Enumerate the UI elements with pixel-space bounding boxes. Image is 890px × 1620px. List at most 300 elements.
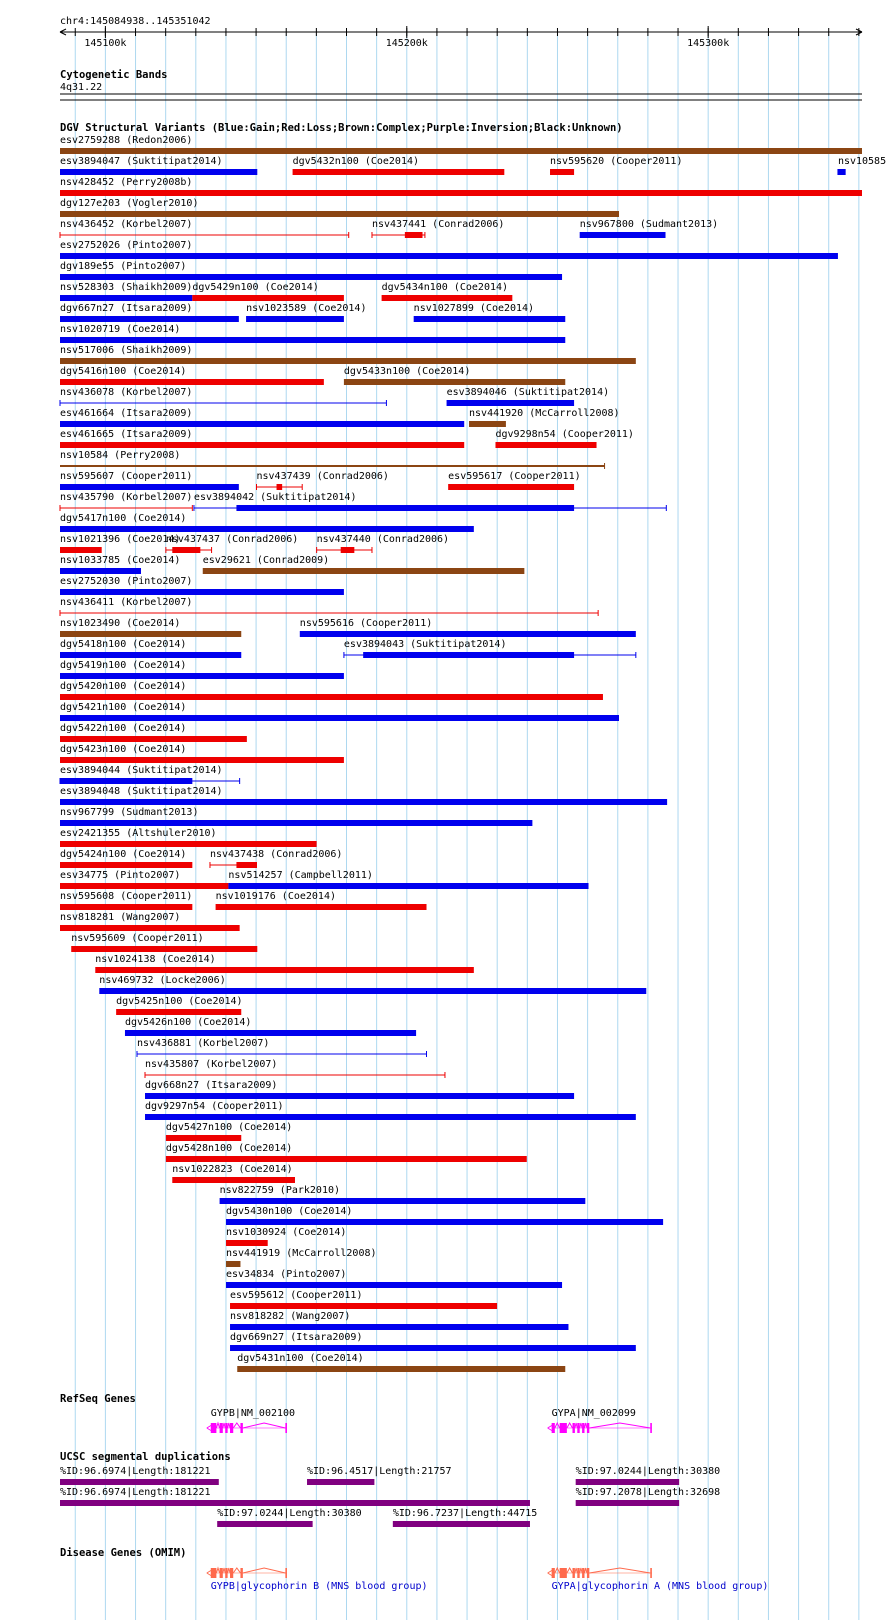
dgv-feature-bar: [99, 988, 646, 994]
dgv-row: [60, 198, 619, 217]
dgv-feature-label: esv3894047 (Suktitipat2014): [60, 156, 223, 167]
dgv-feature-label: nsv1022823 (Coe2014): [172, 1164, 293, 1175]
dgv-feature-label: nsv1023589 (Coe2014): [246, 303, 367, 314]
dgv-feature-bar: [60, 631, 241, 637]
dgv-feature-bar: [60, 358, 636, 364]
dgv-row: [166, 1122, 292, 1141]
segdup-row: [60, 1466, 720, 1485]
cytoband-title: Cytogenetic Bands: [60, 69, 168, 81]
dgv-feature-bar: [60, 883, 228, 889]
dgv-row: [60, 177, 862, 196]
dgv-feature-label: dgv667n27 (Itsara2009): [60, 303, 193, 314]
dgv-row: [60, 807, 532, 826]
dgv-feature-label: dgv5428n100 (Coe2014): [165, 1143, 293, 1154]
dgv-feature-bar: [71, 946, 257, 952]
dgv-feature-bar: [60, 589, 344, 595]
gene-label: GYPB|NM_002100: [210, 1408, 296, 1419]
dgv-row: [145, 1059, 445, 1078]
dgv-row: [60, 702, 619, 721]
dgv-feature-label: dgv5430n100 (Coe2014): [226, 1206, 353, 1217]
dgv-feature-label: esv2759288 (Redon2006): [60, 135, 193, 146]
refseq-track: [60, 1393, 652, 1433]
segdup-bar: [307, 1479, 374, 1485]
dgv-feature-label: esv2752026 (Pinto2007): [60, 240, 193, 251]
dgv-feature-label: nsv1020719 (Coe2014): [60, 324, 181, 335]
dgv-feature-bar: [60, 316, 239, 322]
dgv-feature-label: dgv5426n100 (Coe2014): [124, 1017, 252, 1028]
dgv-feature-bar: [550, 169, 574, 175]
dgv-feature-block: [172, 547, 200, 553]
dgv-feature-bar: [60, 736, 247, 742]
dgv-feature-label: nsv435807 (Korbel2007): [145, 1059, 278, 1070]
omim-title: Disease Genes (OMIM): [60, 1547, 187, 1559]
dgv-row: [60, 156, 886, 175]
dgv-feature-bar: [60, 799, 667, 805]
dgv-feature-bar: [447, 400, 575, 406]
dgv-feature-label: nsv1030924 (Coe2014): [226, 1227, 347, 1238]
dgv-feature-label: dgv5427n100 (Coe2014): [165, 1122, 293, 1133]
dgv-feature-label: esv2752030 (Pinto2007): [60, 576, 193, 587]
segdup-rows: [60, 1466, 720, 1527]
dgv-feature-bar: [60, 925, 240, 931]
dgv-feature-label: dgv189e55 (Pinto2007): [60, 261, 187, 272]
dgv-row: [60, 324, 565, 343]
dgv-feature-bar: [116, 1009, 241, 1015]
dgv-feature-label: dgv127e203 (Vogler2010): [60, 198, 199, 209]
dgv-row: [60, 219, 718, 238]
dgv-feature-bar: [237, 1366, 565, 1372]
dgv-feature-bar: [60, 904, 192, 910]
dgv-feature-bar: [448, 484, 574, 490]
dgv-feature-bar: [230, 1324, 568, 1330]
gene-exon: [582, 1568, 584, 1578]
gene-exon: [285, 1568, 287, 1578]
dgv-feature-label: nsv595607 (Cooper2011): [60, 471, 193, 482]
dgv-row: [137, 1038, 427, 1057]
dgv-feature-label: dgv669n27 (Itsara2009): [230, 1332, 363, 1343]
dgv-feature-bar: [293, 169, 505, 175]
segdup-bar: [217, 1521, 312, 1527]
dgv-feature-block: [405, 232, 423, 238]
dgv-feature-bar: [60, 295, 192, 301]
dgv-feature-label: dgv9297n54 (Cooper2011): [145, 1101, 284, 1112]
dgv-row: [60, 555, 524, 574]
segdup-row: [60, 1487, 720, 1506]
gene-exon: [582, 1423, 584, 1433]
dgv-feature-label: esv3894044 (Suktitipat2014): [60, 765, 223, 776]
dgv-feature-bar: [300, 631, 636, 637]
dgv-feature-bar: [145, 1114, 636, 1120]
dgv-feature-bar: [60, 841, 317, 847]
gene-exon: [230, 1423, 233, 1433]
dgv-row: [60, 912, 240, 931]
gene-intron: [580, 1423, 582, 1428]
dgv-feature-label: nsv469732 (Locke2006): [99, 975, 226, 986]
dgv-feature-bar: [246, 316, 344, 322]
gene-exon: [587, 1423, 589, 1433]
dgv-feature-bar: [226, 1240, 268, 1246]
gene-exon: [211, 1568, 217, 1578]
gene-intron: [233, 1568, 240, 1573]
gene-exon: [240, 1423, 242, 1433]
dgv-track: [60, 122, 886, 1372]
dgv-feature-bar: [60, 568, 141, 574]
dgv-row: [71, 933, 257, 952]
dgv-feature-label: dgv5425n100 (Coe2014): [116, 996, 243, 1007]
dgv-feature-bar: [226, 1261, 240, 1267]
dgv-feature-bar: [60, 169, 257, 175]
dgv-feature-label: nsv818282 (Wang2007): [230, 1311, 351, 1322]
dgv-feature-label: nsv528303 (Shaikh2009): [60, 282, 193, 293]
dgv-feature-bar: [192, 295, 344, 301]
segdup-label: %ID:96.7237|Length:44715: [392, 1508, 538, 1519]
gene-intron: [567, 1568, 573, 1573]
dgv-row: [226, 1206, 663, 1225]
segdup-bar: [576, 1479, 679, 1485]
dgv-feature-label: esv3894046 (Suktitipat2014): [446, 387, 610, 398]
dgv-feature-block: [236, 862, 256, 868]
dgv-feature-bar: [60, 421, 464, 427]
dgv-row: [60, 681, 603, 700]
dgv-feature-block: [341, 547, 355, 553]
dgv-row: [60, 261, 562, 280]
gene-exon: [577, 1423, 579, 1433]
dgv-feature-label: esv2421355 (Altshuler2010): [60, 828, 217, 839]
dgv-row: [60, 345, 636, 364]
dgv-row: [116, 996, 242, 1015]
dgv-row: [230, 1332, 636, 1351]
dgv-feature-label: nsv10584 (Perry2008): [60, 450, 181, 461]
dgv-feature-bar: [60, 337, 565, 343]
omim-track: [60, 1547, 768, 1592]
gene-exon: [572, 1423, 574, 1433]
segdup-track: [60, 1451, 720, 1527]
gene-exon: [560, 1568, 567, 1578]
dgv-feature-bar: [60, 757, 344, 763]
dgv-feature-label: nsv441919 (McCarroll2008): [226, 1248, 377, 1259]
dgv-feature-block: [838, 169, 845, 175]
dgv-feature-label: dgv5429n100 (Coe2014): [192, 282, 319, 293]
segdup-label: %ID:96.4517|Length:21757: [307, 1466, 452, 1477]
dgv-feature-bar: [60, 442, 464, 448]
dgv-feature-label: nsv441920 (McCarroll2008): [469, 408, 620, 419]
dgv-row: [60, 723, 247, 742]
dgv-feature-label: esv29621 (Conrad2009): [202, 555, 330, 566]
dgv-feature-bar: [60, 820, 532, 826]
dgv-feature-bar: [60, 862, 192, 868]
gene-exon: [552, 1568, 555, 1578]
dgv-feature-bar: [60, 484, 239, 490]
dgv-feature-label: nsv437440 (Conrad2006): [316, 534, 450, 545]
dgv-feature-label: nsv1027899 (Coe2014): [413, 303, 535, 314]
dgv-feature-label: dgv5417n100 (Coe2014): [60, 513, 187, 524]
dgv-feature-bar: [60, 465, 605, 467]
segdup-row: [217, 1508, 537, 1527]
dgv-feature-bar: [230, 1345, 636, 1351]
dgv-row: [60, 240, 838, 259]
dgv-row: [60, 744, 344, 763]
gene-exon: [650, 1423, 652, 1433]
gene-exon: [220, 1423, 223, 1433]
dgv-feature-label: nsv436078 (Korbel2007): [60, 387, 193, 398]
dgv-feature-label: nsv436452 (Korbel2007): [60, 219, 193, 230]
region-label: chr4:145084938..145351042: [60, 16, 211, 27]
dgv-row: [60, 492, 666, 511]
dgv-feature-label: nsv818281 (Wang2007): [60, 912, 181, 923]
gene-intron: [228, 1423, 230, 1428]
dgv-feature-label: esv595617 (Cooper2011): [448, 471, 581, 482]
dgv-feature-label: nsv10585: [837, 156, 887, 167]
segdup-bar: [393, 1521, 530, 1527]
dgv-row: [60, 828, 317, 847]
segdup-label: %ID:97.0244|Length:30380: [575, 1466, 721, 1477]
dgv-rows: [60, 135, 886, 1372]
cytoband-band: 4q31.22: [60, 82, 103, 93]
dgv-feature-bar: [172, 1177, 295, 1183]
gene-intron: [223, 1423, 225, 1428]
dgv-feature-label: nsv436881 (Korbel2007): [136, 1038, 270, 1049]
dgv-feature-bar: [95, 967, 474, 973]
dgv-feature-label: dgv668n27 (Itsara2009): [145, 1080, 278, 1091]
dgv-feature-label: esv3894048 (Suktitipat2014): [60, 786, 223, 797]
dgv-feature-label: nsv595620 (Cooper2011): [550, 156, 683, 167]
dgv-feature-bar: [60, 547, 102, 553]
dgv-feature-bar: [60, 715, 619, 721]
segdup-label: %ID:96.6974|Length:181221: [60, 1487, 211, 1498]
dgv-feature-label: esv595612 (Cooper2011): [230, 1290, 363, 1301]
dgv-feature-bar: [469, 421, 506, 427]
gene-exon: [230, 1568, 233, 1578]
dgv-feature-label: dgv5433n100 (Coe2014): [343, 366, 471, 377]
dgv-row: [60, 849, 342, 868]
gene-model: [548, 1408, 652, 1433]
dgv-row: [60, 786, 667, 805]
dgv-row: [60, 534, 449, 553]
dgv-feature-label: nsv822759 (Park2010): [219, 1185, 341, 1196]
refseq-genes: [207, 1408, 652, 1433]
dgv-row: [60, 135, 862, 154]
dgv-feature-block: [277, 484, 283, 490]
segdup-bar: [60, 1500, 530, 1506]
dgv-row: [60, 639, 636, 658]
dgv-feature-bar: [125, 1030, 416, 1036]
dgv-row: [99, 975, 646, 994]
dgv-feature-label: nsv1033785 (Coe2014): [60, 555, 181, 566]
dgv-feature-bar: [60, 148, 862, 154]
dgv-feature-label: dgv5421n100 (Coe2014): [60, 702, 187, 713]
dgv-feature-bar: [60, 211, 619, 217]
gene-model: [207, 1568, 428, 1592]
grid-lines: [75, 34, 859, 1620]
gene-exon: [650, 1568, 652, 1578]
dgv-row: [226, 1248, 377, 1267]
gene-exon: [560, 1423, 567, 1433]
dgv-feature-label: nsv1021396 (Coe2014): [60, 534, 181, 545]
gene-exon: [577, 1568, 579, 1578]
gene-intron: [228, 1568, 230, 1573]
dgv-feature-label: dgv5416n100 (Coe2014): [60, 366, 187, 377]
dgv-row: [60, 576, 344, 595]
dgv-row: [226, 1269, 562, 1288]
dgv-feature-label: nsv1023490 (Coe2014): [60, 618, 181, 629]
dgv-row: [60, 891, 427, 910]
dgv-feature-label: dgv5422n100 (Coe2014): [60, 723, 187, 734]
gene-intron: [216, 1568, 219, 1573]
ruler-tick-label: 145100k: [84, 38, 127, 49]
dgv-feature-bar: [226, 1282, 562, 1288]
dgv-feature-bar: [145, 1093, 574, 1099]
gene-label: GYPB|glycophorin B (MNS blood group): [210, 1581, 428, 1592]
dgv-feature-label: dgv5432n100 (Coe2014): [292, 156, 420, 167]
dgv-feature-label: esv461665 (Itsara2009): [60, 429, 193, 440]
gene-model: [207, 1408, 295, 1433]
dgv-feature-label: nsv967799 (Sudmant2013): [60, 807, 199, 818]
dgv-feature-label: esv34834 (Pinto2007): [226, 1269, 347, 1280]
dgv-feature-bar: [230, 1303, 497, 1309]
gene-exon: [572, 1568, 574, 1578]
gene-label: GYPA|glycophorin A (MNS blood group): [551, 1581, 769, 1592]
dgv-row: [230, 1290, 497, 1309]
gene-intron: [575, 1423, 577, 1428]
dgv-feature-label: nsv514257 (Campbell2011): [228, 870, 373, 881]
dgv-feature-label: esv461664 (Itsara2009): [60, 408, 193, 419]
dgv-feature-label: nsv437438 (Conrad2006): [209, 849, 343, 860]
gene-intron: [243, 1568, 286, 1573]
refseq-title: RefSeq Genes: [60, 1393, 136, 1405]
dgv-title: DGV Structural Variants (Blue:Gain;Red:Loss;Brown:Complex;Purple:Inversion;Black:Unknown): [60, 122, 623, 134]
dgv-feature-label: esv3894042 (Suktitipat2014): [193, 492, 357, 503]
dgv-feature-bar: [220, 1198, 586, 1204]
gene-exon: [225, 1568, 227, 1578]
dgv-row: [95, 954, 474, 973]
gene-exon: [211, 1423, 217, 1433]
gene-intron: [589, 1568, 650, 1573]
dgv-row: [172, 1164, 295, 1183]
dgv-feature-block: [60, 778, 192, 784]
segdup-title: UCSC segmental duplications: [60, 1451, 231, 1463]
coordinate-ruler: [60, 16, 862, 49]
segdup-label: %ID:97.0244|Length:30380: [217, 1508, 362, 1519]
dgv-row: [60, 513, 474, 532]
cytoband-track: [60, 69, 862, 100]
dgv-feature-label: dgv5434n100 (Coe2014): [381, 282, 509, 293]
gene-intron: [233, 1423, 240, 1428]
dgv-feature-label: nsv595608 (Cooper2011): [60, 891, 193, 902]
dgv-feature-bar: [414, 316, 566, 322]
omim-genes: [207, 1568, 769, 1592]
gene-intron: [585, 1568, 587, 1573]
gene-intron: [575, 1568, 577, 1573]
segdup-label: %ID:96.6974|Length:181221: [60, 1466, 211, 1477]
dgv-feature-bar: [203, 568, 525, 574]
gene-intron: [567, 1423, 573, 1428]
dgv-row: [145, 1101, 636, 1120]
dgv-feature-label: esv34775 (Pinto2007): [60, 870, 181, 881]
dgv-feature-bar: [60, 190, 862, 196]
gene-intron: [589, 1423, 650, 1428]
dgv-feature-bar: [60, 253, 838, 259]
dgv-feature-bar: [60, 274, 562, 280]
gene-exon: [220, 1568, 223, 1578]
dgv-feature-bar: [580, 232, 666, 238]
dgv-feature-label: dgv5418n100 (Coe2014): [60, 639, 187, 650]
dgv-row: [60, 408, 620, 427]
dgv-feature-bar: [60, 652, 241, 658]
gene-intron: [580, 1568, 582, 1573]
dgv-feature-label: nsv437439 (Conrad2006): [256, 471, 389, 482]
dgv-row: [125, 1017, 416, 1036]
dgv-feature-label: nsv517006 (Shaikh2009): [60, 345, 193, 356]
dgv-feature-bar: [344, 379, 565, 385]
ruler-tick-label: 145300k: [687, 38, 730, 49]
dgv-row: [145, 1080, 574, 1099]
dgv-row: [60, 471, 581, 490]
dgv-row: [60, 303, 565, 322]
dgv-row: [60, 387, 609, 406]
dgv-row: [60, 597, 598, 616]
gene-intron: [585, 1423, 587, 1428]
dgv-feature-bar: [382, 295, 513, 301]
dgv-feature-label: nsv436411 (Korbel2007): [60, 597, 193, 608]
dgv-feature-label: nsv967800 (Sudmant2013): [579, 219, 719, 230]
segdup-label: %ID:97.2078|Length:32698: [575, 1487, 721, 1498]
gene-exon: [240, 1568, 242, 1578]
dgv-feature-label: dgv5420n100 (Coe2014): [60, 681, 187, 692]
gene-model: [548, 1568, 769, 1592]
dgv-feature-label: dgv5423n100 (Coe2014): [60, 744, 187, 755]
dgv-feature-block: [236, 505, 574, 511]
gene-intron: [216, 1423, 219, 1428]
dgv-feature-label: nsv595616 (Cooper2011): [299, 618, 433, 629]
dgv-feature-label: dgv5419n100 (Coe2014): [60, 660, 187, 671]
dgv-feature-bar: [60, 526, 474, 532]
dgv-row: [60, 450, 605, 469]
dgv-row: [60, 366, 565, 385]
dgv-feature-label: dgv5424n100 (Coe2014): [60, 849, 187, 860]
dgv-feature-label: dgv5431n100 (Coe2014): [237, 1353, 364, 1364]
dgv-feature-label: nsv435790 (Korbel2007): [60, 492, 193, 503]
dgv-row: [237, 1353, 565, 1372]
gene-intron: [243, 1423, 286, 1428]
dgv-row: [60, 282, 512, 301]
dgv-feature-bar: [226, 1219, 663, 1225]
dgv-feature-label: nsv1024138 (Coe2014): [95, 954, 216, 965]
segdup-bar: [60, 1479, 219, 1485]
dgv-feature-label: nsv428452 (Perry2008b): [60, 177, 193, 188]
dgv-feature-bar: [166, 1135, 241, 1141]
dgv-feature-label: esv3894043 (Suktitipat2014): [343, 639, 507, 650]
dgv-row: [60, 660, 344, 679]
segdup-bar: [576, 1500, 679, 1506]
gene-exon: [587, 1568, 589, 1578]
dgv-feature-bar: [495, 442, 596, 448]
dgv-row: [230, 1311, 568, 1330]
dgv-feature-bar: [60, 694, 603, 700]
gene-intron: [223, 1568, 225, 1573]
dgv-feature-label: nsv437441 (Conrad2006): [371, 219, 505, 230]
gene-exon: [552, 1423, 555, 1433]
gene-label: GYPA|NM_002099: [551, 1408, 636, 1419]
dgv-feature-block: [363, 652, 574, 658]
dgv-feature-bar: [60, 673, 344, 679]
dgv-feature-bar: [228, 883, 588, 889]
dgv-feature-bar: [216, 904, 427, 910]
gene-exon: [285, 1423, 287, 1433]
dgv-row: [60, 765, 240, 784]
dgv-feature-label: dgv9298n54 (Cooper2011): [495, 429, 634, 440]
dgv-row: [60, 618, 636, 637]
ruler-tick-label: 145200k: [385, 38, 428, 49]
